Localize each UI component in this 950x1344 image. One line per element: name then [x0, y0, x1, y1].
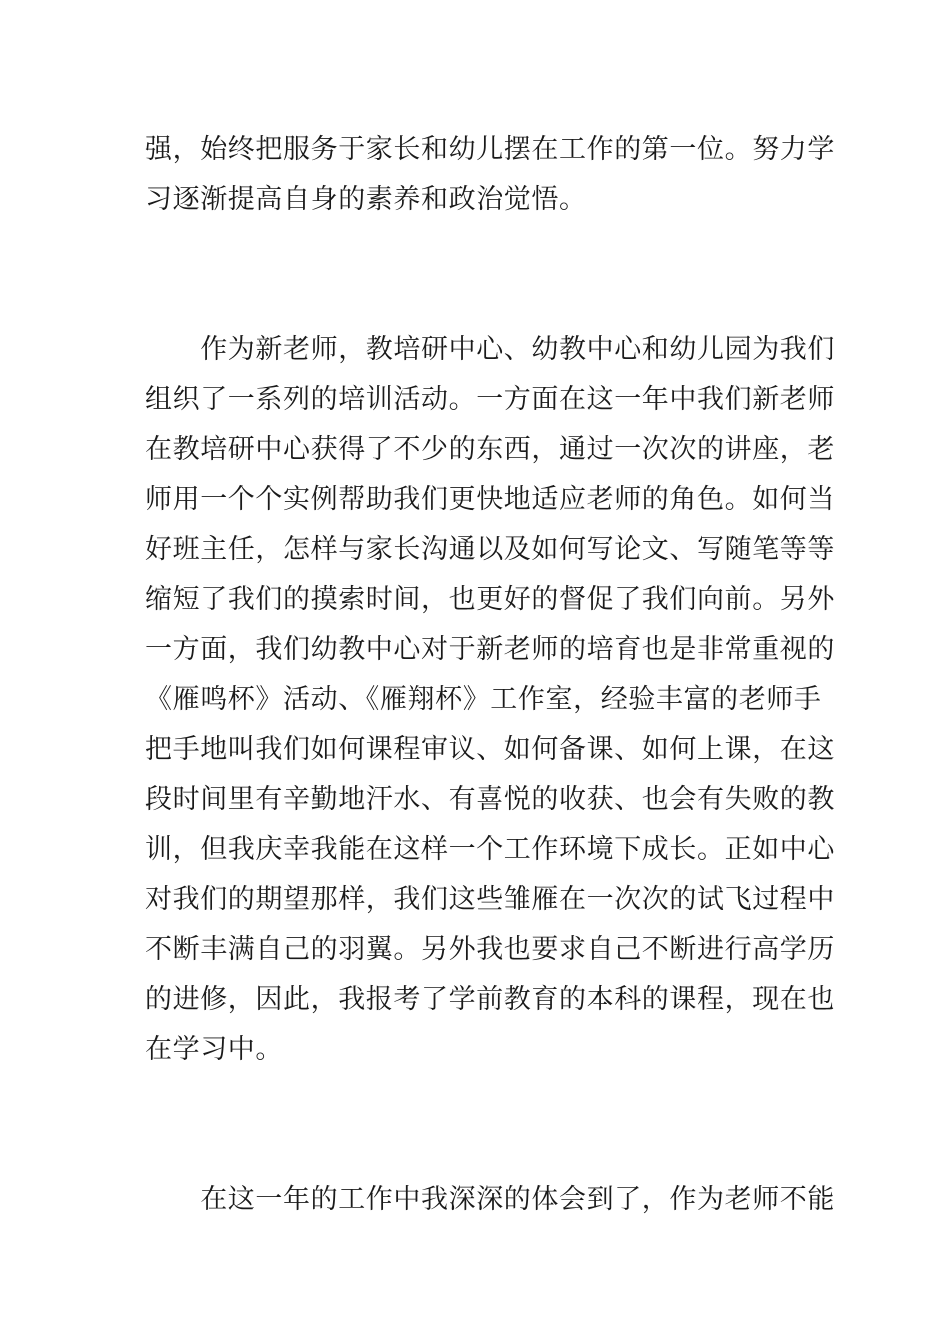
paragraph-line: 在这一年的工作中我深深的体会到了，作为老师不能: [145, 1184, 835, 1215]
paragraph-line: 好班主任，怎样与家长沟通以及如何写论文、写随笔等等: [145, 534, 835, 565]
paragraph-line: 作为新老师，教培研中心、幼教中心和幼儿园为我们: [145, 334, 835, 365]
paragraph-line: 强，始终把服务于家长和幼儿摆在工作的第一位。努力学: [145, 134, 835, 165]
paragraph-line: 段时间里有辛勤地汗水、有喜悦的收获、也会有失败的教: [145, 784, 835, 815]
paragraph-line: 缩短了我们的摸索时间，也更好的督促了我们向前。另外: [145, 584, 835, 615]
paragraph-2: [145, 325, 835, 1075]
paragraph-line: 在教培研中心获得了不少的东西，通过一次次的讲座，老: [145, 434, 835, 465]
paragraph-line: 师用一个个实例帮助我们更快地适应老师的角色。如何当: [145, 484, 835, 515]
paragraph-1: [145, 125, 835, 225]
paragraph-line: 一方面，我们幼教中心对于新老师的培育也是非常重视的: [145, 634, 835, 665]
paragraph-line: 《雁鸣杯》活动、《雁翔杯》工作室，经验丰富的老师手: [145, 684, 822, 715]
paragraph-3: [145, 1175, 835, 1225]
paragraph-line: 不断丰满自己的羽翼。另外我也要求自己不断进行高学历: [145, 934, 835, 965]
paragraph-line: 把手地叫我们如何课程审议、如何备课、如何上课，在这: [145, 734, 835, 765]
paragraph-line: 的进修，因此，我报考了学前教育的本科的课程，现在也: [145, 984, 835, 1015]
paragraph-line: 组织了一系列的培训活动。一方面在这一年中我们新老师: [145, 384, 835, 415]
paragraph-line: 习逐渐提高自身的素养和政治觉悟。: [145, 184, 587, 215]
paragraph-line: 训，但我庆幸我能在这样一个工作环境下成长。正如中心: [145, 834, 835, 865]
paragraph-line: 对我们的期望那样，我们这些雏雁在一次次的试飞过程中: [145, 884, 835, 915]
paragraph-line: 在学习中。: [145, 1034, 283, 1065]
